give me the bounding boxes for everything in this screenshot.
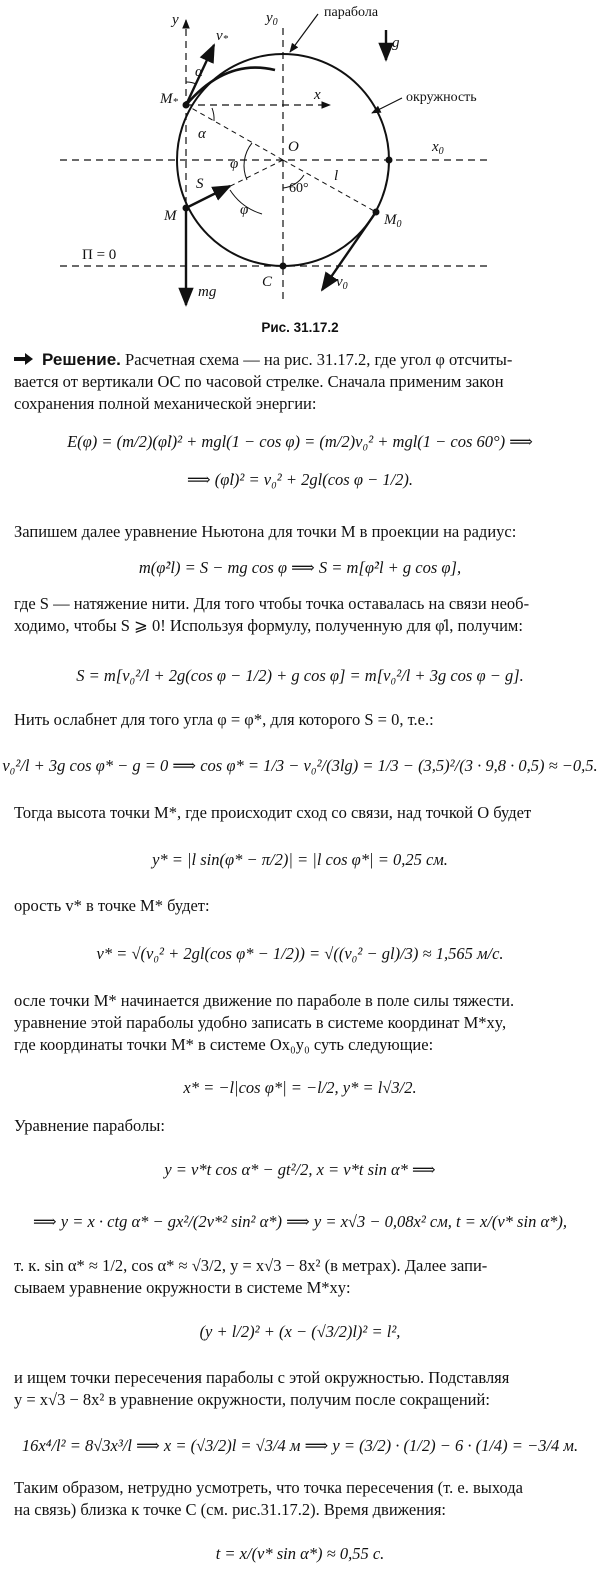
equation-energy: E(φ) = (m/2)(φ̇l)² + mgl(1 − cos φ) = (m/2)v₀² + mgl(1 − cos 60°) ⟹ [67,432,533,451]
equation-height: y* = |l sin(φ* − π/2)| = |l cos φ*| = 0,25 см. [152,850,448,869]
label-x0: $x_0$ [432,139,444,157]
label-alpha-top: α [195,64,203,80]
label-phi: φ [240,202,249,218]
equation-intersection: 16x⁴/l² = 8√3x³/l ⟹ x = (√3/2)l = √3/4 м ⟹ y = (3/2) · (1/2) − 6 · (1/4) = −3/4 м. [21,1436,579,1455]
paragraph-line: Уравнение параболы: [14,1116,165,1135]
paragraph-line: ходимо, чтобы S ⩾ 0! Используя формулу, полученную для φ̇l, получим: [14,616,523,635]
label-c: C [262,274,273,290]
alpha-arc-top [186,82,196,84]
solution-label: Решение. [42,350,121,369]
paragraph-line: где координаты точки M* в системе Ox₀y₀ суть следующие: [14,1035,434,1054]
equation-parabola-param: y = v*t cos α* − gt²/2, x = v*t sin α* ⟹ [164,1160,436,1179]
label-l: l [334,168,339,184]
s-vector [186,186,230,208]
diagram [0,0,600,345]
equation-velocity-squared: ⟹ (φ̇l)² = v₀² + 2gl(cos φ − 1/2). [186,470,414,489]
equation-coordinates: x* = −l|cos φ*| = −l/2, y* = l√3/2. [183,1078,417,1097]
figure [0,0,600,345]
paragraph-line: Тогда высота точки M*, где происходит сход со связи, над точкой O будет [14,803,532,822]
equation-circle: (y + l/2)² + (x − (√3/2)l)² = l², [199,1322,401,1341]
equation-cos-phi-star: v₀²/l + 3g cos φ* − g = 0 ⟹ cos φ* = 1/3 − v₀²/(3lg) = 1/3 − (3,5)²/(3 · 9,8 · 0,5) ≈ −0,5. [2,756,598,775]
label-v0: $v_0$ [336,274,348,292]
equation-newton: m(φ̇²l) = S − mg cos φ ⟹ S = m[φ̇²l + g cos φ], [138,558,462,577]
label-mg: mg [198,284,217,300]
paragraph-line: на связь) близка к точке C (см. рис.31.17.2). Время движения: [14,1500,447,1519]
paragraph-line: сохранения полной механической энергии: [14,394,317,413]
paragraph-line: где S — натяжение нити. Для того чтобы точка оставалась на связи необ- [14,594,530,613]
label-x: x [314,87,321,103]
paragraph-line: уравнение этой параболы удобно записать в системе координат M*xy, [14,1013,507,1032]
paragraph-line: вается от вертикали OC по часовой стрелке. Сначала применим закон [14,372,504,391]
point-c [280,263,287,270]
point-right [386,157,393,164]
label-v-star: v* [216,28,229,45]
label-phi-star: φ [230,156,239,172]
paragraph-line: Таким образом, нетрудно усмотреть, что точка пересечения (т. е. выхода [14,1478,523,1497]
solution-line-1 [14,350,512,370]
equation-time: t = x/(v* sin α*) ≈ 0,55 с. [215,1544,385,1563]
label-mstar: M* [160,91,178,108]
phi-star-arc [244,143,252,180]
paragraph-line: т. к. sin α* ≈ 1/2, cos α* ≈ √3/2, y = x√3 − 8x² (в метрах). Далее запи- [14,1256,488,1275]
paragraph-line: сываем уравнение окружности в системе M*xy: [14,1278,351,1297]
paragraph-line: орость v* в точке M* будет: [14,896,210,915]
point-m [183,205,190,212]
label-potential-zero: Π = 0 [82,247,117,263]
label-circle: окружность [406,90,477,105]
circle-pointer [372,98,402,113]
label-m: M [164,208,177,224]
label-y0: $y_0$ [266,10,278,28]
label-y: y [172,12,179,28]
parabola-pointer [290,14,318,52]
alpha-arc-mid [212,108,214,121]
label-parabola: парабола [324,5,379,20]
equation-tension: S = m[v₀²/l + 2g(cos φ − 1/2) + g cos φ] = m[v₀²/l + 3g cos φ − g]. [76,666,524,685]
paragraph-line: и ищем точки пересечения параболы с этой окружностью. Подставляя [14,1368,510,1387]
figure-caption: Рис. 31.17.2 [261,320,339,335]
label-angle-60: 60° [289,181,309,196]
v0-vector [322,212,376,290]
arrow-right-icon [14,352,34,366]
label-s: S [196,176,204,192]
point-m0 [373,209,380,216]
paragraph-line: Нить ослабнет для того угла φ = φ*, для которого S = 0, т.е.: [14,710,434,729]
label-o: O [288,139,299,155]
label-m0: $M_0$ [384,212,402,230]
equation-parabola: ⟹ y = x · ctg α* − gx²/(2v*² sin² α*) ⟹ y = x√3 − 0,08x² см, t = x/(v* sin α*), [33,1212,567,1231]
paragraph-line: осле точки M* начинается движение по параболе в поле силы тяжести. [14,991,515,1010]
paragraph-line: Запишем далее уравнение Ньютона для точки M в проекции на радиус: [14,522,517,541]
point-mstar [183,102,190,109]
solution-text: Расчетная схема — на рис. 31.17.2, где угол φ отсчиты- [125,350,513,369]
label-g: g [392,35,400,51]
label-alpha-mid: α [198,126,206,142]
equation-speed: v* = √(v₀² + 2gl(cos φ* − 1/2)) = √((v₀² − gl)/3) ≈ 1,565 м/с. [96,944,504,963]
paragraph-line: y = x√3 − 8x² в уравнение окружности, получим после сокращений: [14,1390,490,1409]
